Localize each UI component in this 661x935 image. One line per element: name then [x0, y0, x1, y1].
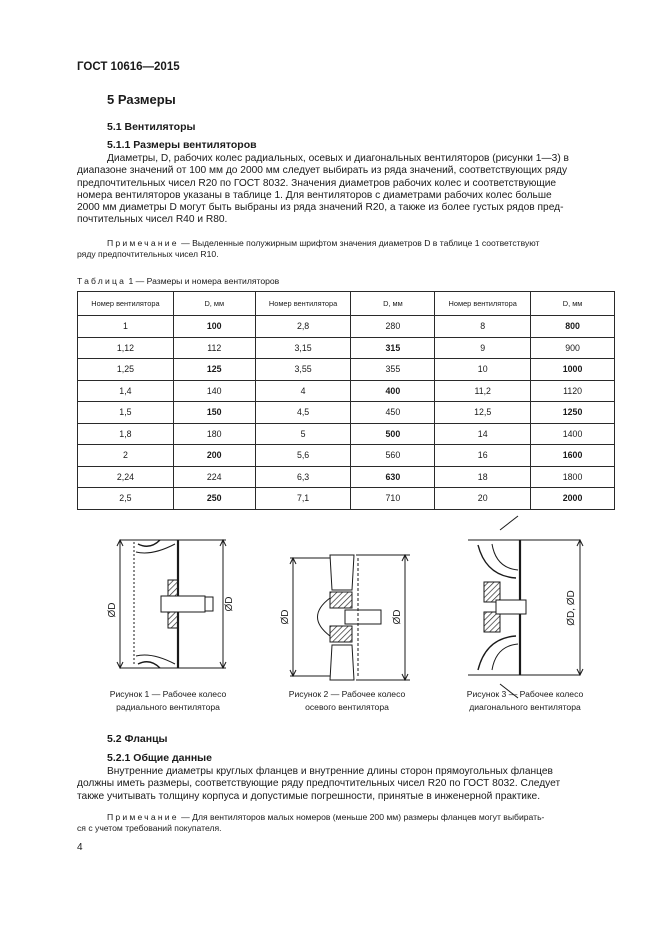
note-text: — Выделенные полужирным шрифтом значения диаметров D в таблице 1 соответствуют: [178, 238, 540, 248]
paragraph-line: должны иметь размеры, соответствующие ряду предпочтительных чисел R20 по ГОСТ 8032. Следует: [77, 778, 561, 790]
table-row: [78, 337, 615, 359]
cell-fan-number: 1: [78, 316, 174, 338]
subsection-title-5-2-1: 5.2.1 Общие данные: [107, 752, 212, 764]
page-number: 4: [77, 842, 83, 853]
cell-diameter: 1000: [531, 359, 615, 381]
cell-fan-number: 3,15: [255, 337, 351, 359]
fig2-dr-label: ØD: [280, 609, 291, 625]
fig3-d-label: ØD, ØD: [566, 590, 577, 626]
cell-fan-number: 2: [78, 445, 174, 467]
cell-fan-number: 5,6: [255, 445, 351, 467]
cell-fan-number: 12,5: [435, 402, 531, 424]
table-row: [78, 466, 615, 488]
cell-diameter: 1250: [531, 402, 615, 424]
header-diameter: D, мм: [531, 292, 615, 316]
note-2: [77, 812, 615, 834]
cell-diameter: 112: [173, 337, 255, 359]
note-text-line2: ряду предпочтительных чисел R10.: [77, 249, 219, 260]
paragraph-line: Диаметры, D, рабочих колес радиальных, осевых и диагональных вентиляторов (рисунки 1—3) в: [107, 153, 569, 164]
caption-line: радиального вентилятора: [116, 702, 220, 713]
cell-fan-number: 6,3: [255, 466, 351, 488]
table-row: [78, 359, 615, 381]
table-row: [78, 316, 615, 338]
cell-fan-number: 4,5: [255, 402, 351, 424]
paragraph-line: номера вентиляторов указаны в таблице 1. Для вентиляторов с диаметрами рабочих колес больше: [77, 189, 552, 201]
fig1-d-label: ØD: [224, 596, 235, 612]
figure-1-drawing: [117, 540, 226, 668]
cell-diameter: 560: [351, 445, 435, 467]
cell-diameter: 1600: [531, 445, 615, 467]
note-label: Примечание: [107, 238, 179, 248]
document-code: ГОСТ 10616—2015: [77, 61, 180, 73]
caption-line: Рисунок 1 — Рабочее колесо: [109, 689, 227, 699]
header-fan-number: Номер вентилятора: [78, 292, 174, 316]
cell-diameter: 710: [351, 488, 435, 510]
cell-diameter: 500: [351, 423, 435, 445]
cell-fan-number: 10: [435, 359, 531, 381]
caption-line: Рисунок 2 — Рабочее колесо: [288, 689, 406, 699]
cell-fan-number: 2,5: [78, 488, 174, 510]
subsection-title-5-1: 5.1 Вентиляторы: [107, 121, 196, 133]
note-1: [77, 238, 615, 260]
table-caption: [77, 276, 279, 286]
table-row: [78, 488, 615, 510]
paragraph-line: почтительных чисел R40 и R80.: [77, 214, 228, 226]
cell-diameter: 355: [351, 359, 435, 381]
paragraph-line: Внутренние диаметры круглых фланцев и внутренние длины сторон прямоугольных фланцев: [107, 766, 553, 777]
cell-diameter: 100: [173, 316, 255, 338]
note-label: Примечание: [107, 812, 179, 822]
cell-fan-number: 1,5: [78, 402, 174, 424]
cell-fan-number: 2,8: [255, 316, 351, 338]
cell-diameter: 315: [351, 337, 435, 359]
cell-diameter: 2000: [531, 488, 615, 510]
table-row: [78, 445, 615, 467]
cell-diameter: 140: [173, 380, 255, 402]
cell-diameter: 900: [531, 337, 615, 359]
cell-diameter: 280: [351, 316, 435, 338]
table-row: [78, 423, 615, 445]
cell-fan-number: 1,25: [78, 359, 174, 381]
cell-fan-number: 1,12: [78, 337, 174, 359]
header-diameter: D, мм: [173, 292, 255, 316]
note-text-line2: ся с учетом требований покупателя.: [77, 823, 222, 834]
paragraph-line: также учитывать толщину корпуса и допустимые погрешности, принятые в инженерной практике.: [77, 790, 541, 802]
fig1-dr-label: ØD: [107, 602, 118, 618]
sizes-table: [77, 291, 615, 510]
header-fan-number: Номер вентилятора: [255, 292, 351, 316]
cell-diameter: 125: [173, 359, 255, 381]
cell-diameter: 180: [173, 423, 255, 445]
header-diameter: D, мм: [351, 292, 435, 316]
subsection-title-5-2: 5.2 Фланцы: [107, 733, 168, 745]
cell-fan-number: 5: [255, 423, 351, 445]
caption-line: Рисунок 3 — Рабочее колесо: [466, 689, 584, 699]
paragraph-line: предпочтительных чисел R20 по ГОСТ 8032. Значения диаметров рабочих колес и соответствующие: [77, 177, 557, 189]
paragraph-diameters: [77, 153, 615, 227]
cell-fan-number: 8: [435, 316, 531, 338]
cell-fan-number: 11,2: [435, 380, 531, 402]
section-title: 5 Размеры: [107, 92, 176, 107]
table-caption-text: 1 — Размеры и номера вентиляторов: [126, 276, 280, 286]
caption-line: диагонального вентилятора: [469, 702, 581, 713]
fig2-d-label: ØD: [392, 609, 403, 625]
note-text: — Для вентиляторов малых номеров (меньше 200 мм) размеры фланцев могут выбирать-: [178, 812, 545, 822]
cell-fan-number: 4: [255, 380, 351, 402]
header-fan-number: Номер вентилятора: [435, 292, 531, 316]
cell-fan-number: 2,24: [78, 466, 174, 488]
table-caption-label: Таблица: [77, 276, 127, 286]
cell-diameter: 250: [173, 488, 255, 510]
paragraph-flanges: [77, 766, 615, 803]
caption-line: осевого вентилятора: [305, 702, 389, 713]
subsection-title-5-1-1: 5.1.1 Размеры вентиляторов: [107, 139, 257, 151]
cell-diameter: 1120: [531, 380, 615, 402]
paragraph-line: диапазоне значений от 100 мм до 2000 мм следует выбирать из ряда значений, соответствующих ряду: [77, 165, 568, 177]
cell-fan-number: 7,1: [255, 488, 351, 510]
cell-fan-number: 20: [435, 488, 531, 510]
table-row: [78, 402, 615, 424]
cell-diameter: 150: [173, 402, 255, 424]
cell-diameter: 450: [351, 402, 435, 424]
figure-2-caption: [262, 688, 432, 715]
table-row: [78, 380, 615, 402]
cell-diameter: 800: [531, 316, 615, 338]
cell-diameter: 1800: [531, 466, 615, 488]
cell-fan-number: 14: [435, 423, 531, 445]
figure-3-caption: [440, 688, 610, 715]
cell-fan-number: 18: [435, 466, 531, 488]
paragraph-line: 2000 мм диаметры D могут быть выбраны из ряда значений R20, а также из более густых рядов пред-: [77, 202, 564, 214]
cell-diameter: 630: [351, 466, 435, 488]
figure-1-caption: [83, 688, 253, 715]
cell-fan-number: 1,8: [78, 423, 174, 445]
table-header-row: [78, 292, 615, 316]
cell-diameter: 200: [173, 445, 255, 467]
cell-diameter: 224: [173, 466, 255, 488]
cell-fan-number: 16: [435, 445, 531, 467]
cell-fan-number: 3,55: [255, 359, 351, 381]
cell-fan-number: 1,4: [78, 380, 174, 402]
cell-diameter: 1400: [531, 423, 615, 445]
cell-diameter: 400: [351, 380, 435, 402]
cell-fan-number: 9: [435, 337, 531, 359]
